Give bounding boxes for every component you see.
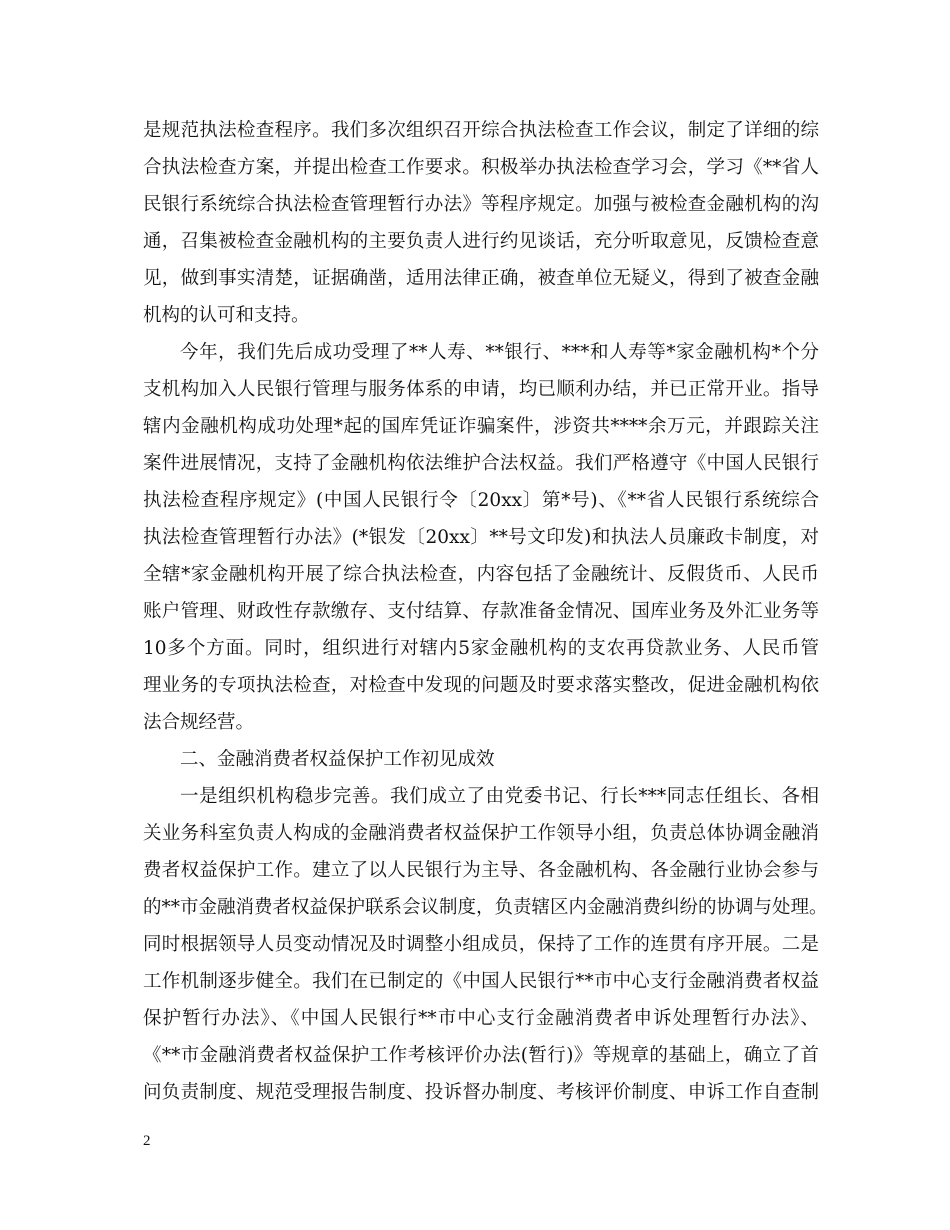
body-text-line: 全辖*家金融机构开展了综合执法检查，内容包括了金融统计、反假货币、人民币 xyxy=(143,564,819,585)
body-text-line: 10多个方面。同时，组织进行对辖内5家金融机构的支农再贷款业务、人民币管 xyxy=(143,638,819,659)
page-number: 2 xyxy=(143,1133,151,1149)
body-text-line: 合执法检查方案，并提出检查工作要求。积极举办执法检查学习会，学习《**省人 xyxy=(143,157,819,178)
body-text-line: 费者权益保护工作。建立了以人民银行为主导、各金融机构、各金融行业协会参与 xyxy=(143,860,819,881)
body-text-line: 辖内金融机构成功处理*起的国库凭证诈骗案件，涉资共****余万元，并跟踪关注 xyxy=(143,416,819,437)
body-text-line: 《**市金融消费者权益保护工作考核评价办法(暂行)》等规章的基础上，确立了首 xyxy=(143,1045,819,1066)
body-text-line: 问负责制度、规范受理报告制度、投诉督办制度、考核评价制度、申诉工作自查制 xyxy=(143,1082,819,1103)
body-text-line: 的**市金融消费者权益保护联系会议制度，负责辖区内金融消费纠纷的协调与处理。 xyxy=(143,897,828,918)
paragraph-first-line: 一是组织机构稳步完善。我们成立了由党委书记、行长***同志任组长、各相 xyxy=(180,786,819,807)
body-text-line: 执法检查管理暂行办法》(*银发〔20xx〕**号文印发)和执法人员廉政卡制度，对 xyxy=(143,527,819,548)
body-text-line: 见，做到事实清楚，证据确凿，适用法律正确，被查单位无疑义，得到了被查金融 xyxy=(143,268,819,289)
body-text-line: 执法检查程序规定》(中国人民银行令〔20xx〕第*号)、《**省人民银行系统综合 xyxy=(143,490,819,511)
body-text-line: 案件进展情况，支持了金融机构依法维护合法权益。我们严格遵守《中国人民银行 xyxy=(143,453,819,474)
body-text-line: 账户管理、财政性存款缴存、支付结算、存款准备金情况、国库业务及外汇业务等 xyxy=(143,601,819,622)
body-text-line: 通，召集被检查金融机构的主要负责人进行约见谈话，充分听取意见，反馈检查意 xyxy=(143,231,819,252)
body-text-line: 工作机制逐步健全。我们在已制定的《中国人民银行**市中心支行金融消费者权益 xyxy=(143,971,819,992)
body-text-line: 法合规经营。 xyxy=(143,712,255,733)
body-text-line: 是规范执法检查程序。我们多次组织召开综合执法检查工作会议，制定了详细的综 xyxy=(143,120,819,141)
body-text-line: 机构的认可和支持。 xyxy=(143,305,310,326)
body-text-line: 同时根据领导人员变动情况及时调整小组成员，保持了工作的连贯有序开展。二是 xyxy=(143,934,819,955)
paragraph-first-line: 今年，我们先后成功受理了**人寿、**银行、***和人寿等*家金融机构*个分 xyxy=(180,342,819,363)
body-text-line: 关业务科室负责人构成的金融消费者权益保护工作领导小组，负责总体协调金融消 xyxy=(143,823,819,844)
body-text-line: 支机构加入人民银行管理与服务体系的申请，均已顺利办结，并已正常开业。指导 xyxy=(143,379,819,400)
section-heading: 二、金融消费者权益保护工作初见成效 xyxy=(180,749,495,770)
body-text-line: 民银行系统综合执法检查管理暂行办法》等程序规定。加强与被检查金融机构的沟 xyxy=(143,194,819,215)
body-text-line: 理业务的专项执法检查，对检查中发现的问题及时要求落实整改，促进金融机构依 xyxy=(143,675,819,696)
body-text-line: 保护暂行办法》、《中国人民银行**市中心支行金融消费者申诉处理暂行办法》、 xyxy=(143,1008,819,1029)
